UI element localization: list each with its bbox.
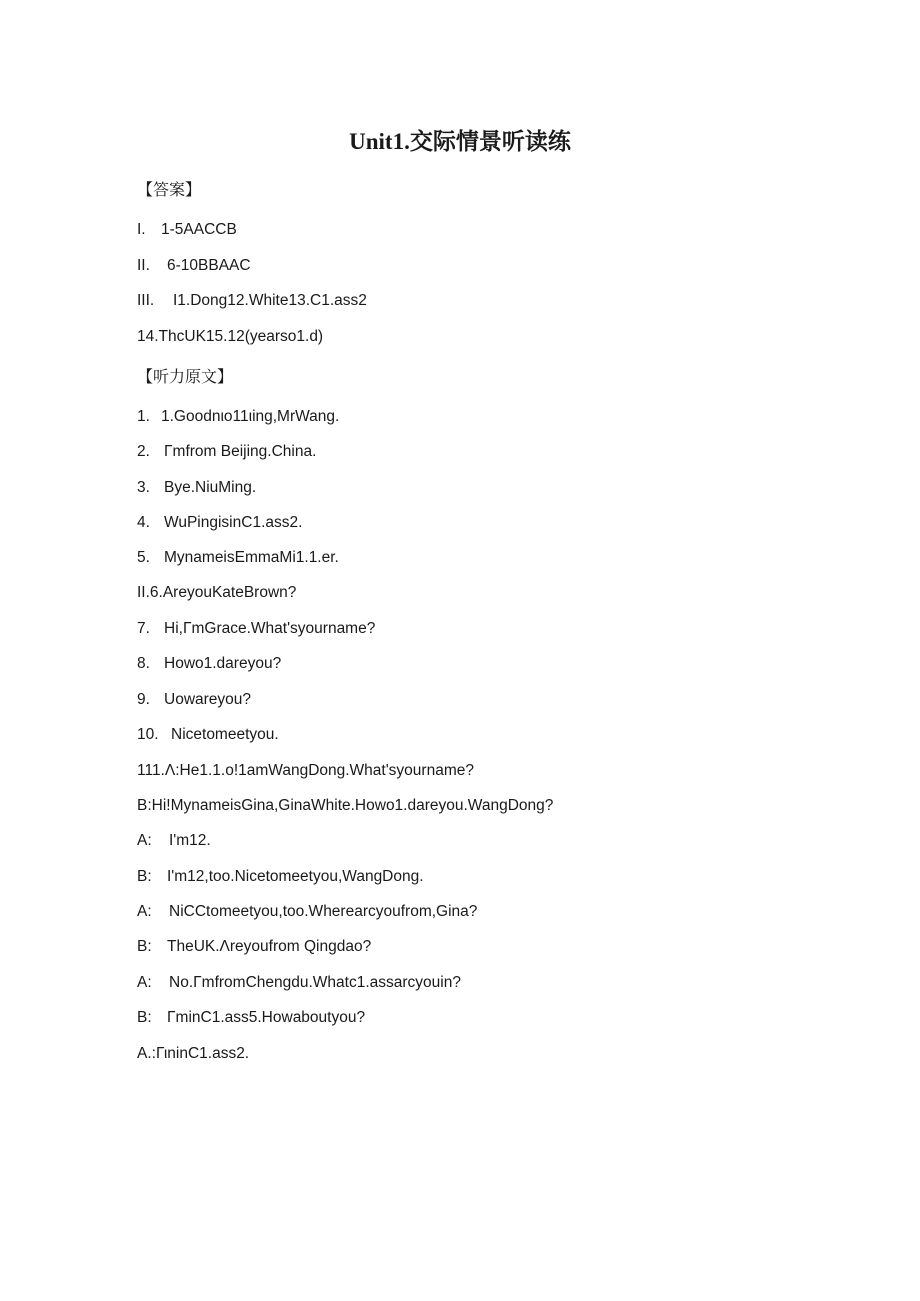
script-label: 8. (137, 655, 150, 672)
script-line (137, 901, 477, 923)
script-text: MynameisEmmaMi1.1.er. (164, 549, 339, 566)
script-line (137, 582, 296, 604)
script-text: Bye.NiuMing. (164, 479, 257, 496)
script-label: A: (137, 832, 152, 849)
script-line (137, 441, 316, 463)
script-text: ΓminC1.ass5.Howaboutyou? (167, 1009, 366, 1026)
script-text: Γmfrom Beijing.China. (164, 443, 317, 460)
script-label: 3. (137, 479, 150, 496)
answer-text: I1.Dong12.White13.C1.ass2 (173, 292, 367, 309)
answer-line (137, 326, 323, 348)
script-line (137, 477, 256, 499)
script-line (137, 830, 211, 852)
script-line (137, 760, 474, 782)
answer-line (137, 219, 237, 241)
script-line (137, 618, 375, 640)
script-label: 10. (137, 726, 159, 743)
page-title: Unit1.交际情景听读练 (349, 129, 571, 154)
script-label: 2. (137, 443, 150, 460)
script-text: A.:ΓιninC1.ass2. (137, 1045, 250, 1062)
script-line (137, 547, 339, 569)
script-line (137, 972, 461, 994)
script-text: Howo1.dareyou? (164, 655, 282, 672)
script-line (137, 795, 553, 817)
script-line (137, 1043, 249, 1065)
script-label: 7. (137, 620, 150, 637)
script-text: No.ΓmfromChengdu.Whatc1.assarcyouin? (169, 974, 461, 991)
answer-text: 14.ThcUK15.12(yearso1.d) (137, 328, 324, 345)
answer-line (137, 290, 367, 312)
answer-text: 6-10BBAAC (167, 257, 251, 274)
answer-label: I. (137, 221, 146, 238)
script-heading: 【听力原文】 (137, 369, 234, 386)
script-label: 4. (137, 514, 150, 531)
script-line (137, 512, 302, 534)
script-text: NiCCtomeetyou,too.Wherearcyoufrom,Gina? (169, 903, 478, 920)
answer-label: II. (137, 257, 150, 274)
script-label: B: (137, 938, 152, 955)
script-label: A: (137, 903, 152, 920)
script-label: 9. (137, 691, 150, 708)
script-text: II.6.AreyouKateBrown? (137, 584, 297, 601)
script-line (137, 653, 281, 675)
script-label: B: (137, 1009, 152, 1026)
script-text: 111.Λ:He1.1.o!1amWangDong.What'syourname? (137, 762, 474, 779)
answer-text: 1-5AACCB (161, 221, 237, 238)
script-line (137, 724, 279, 746)
script-text: WuPingisinC1.ass2. (164, 514, 303, 531)
script-label: B: (137, 868, 152, 885)
script-text: B:Hi!MynameisGina,GinaWhite.Howo1.dareyou.WangDong? (137, 797, 554, 814)
script-text: TheUK.Λreyoufrom Qingdao? (167, 938, 372, 955)
script-line (137, 1007, 365, 1029)
script-line (137, 406, 339, 428)
answer-label: III. (137, 292, 155, 309)
script-text: Uowareyou? (164, 691, 252, 708)
script-text: 1.Goodnιo11ιing,MrWang. (161, 408, 340, 425)
script-line (137, 689, 251, 711)
script-text: Hi,ΓmGrace.What'syourname? (164, 620, 376, 637)
script-text: I'm12,too.Nicetomeetyou,WangDong. (167, 868, 424, 885)
script-label: 5. (137, 549, 150, 566)
script-line (137, 936, 371, 958)
script-text: Nicetomeetyou. (171, 726, 279, 743)
script-label: 1. (137, 408, 150, 425)
script-line (137, 866, 424, 888)
script-text: I'm12. (169, 832, 211, 849)
script-label: A: (137, 974, 152, 991)
answer-heading: 【答案】 (137, 182, 202, 199)
answer-line (137, 255, 251, 277)
